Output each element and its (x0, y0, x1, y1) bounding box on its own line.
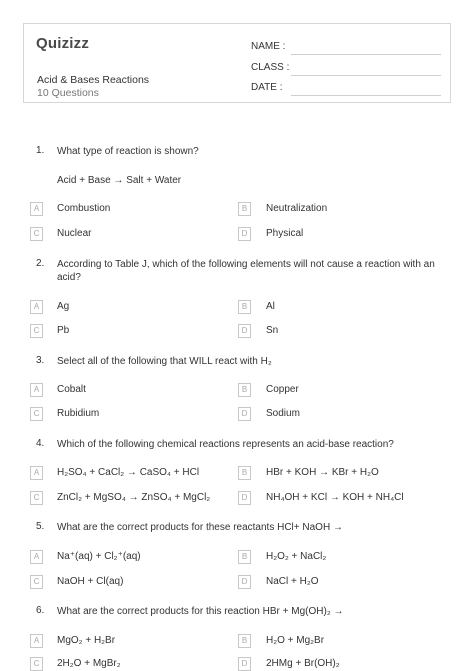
option-letter[interactable]: D (238, 575, 251, 589)
option-letter[interactable]: D (238, 324, 251, 338)
option-text[interactable]: 2H₂O + MgBr₂ (57, 658, 121, 669)
option-letter[interactable]: A (30, 383, 43, 397)
option-letter[interactable]: A (30, 550, 43, 564)
question-text: What type of reaction is shown? (57, 146, 199, 157)
question-number: 4. (36, 438, 45, 449)
question-number: 6. (36, 605, 45, 616)
option-text[interactable]: 2HMg + Br(OH)₂ (266, 658, 340, 669)
option-text[interactable]: Na⁺(aq) + Cl₂⁺(aq) (57, 551, 141, 562)
option-letter[interactable]: C (30, 575, 43, 589)
quizizz-logo: Quizizz (36, 35, 90, 52)
option-text[interactable]: NaCl + H₂O (266, 576, 319, 587)
date-field[interactable] (251, 82, 441, 96)
question-text: According to Table J, which of the following elements will not cause a reaction with an acid? (57, 259, 435, 283)
option-text[interactable]: Physical (266, 228, 304, 239)
option-text[interactable]: Ag (57, 301, 70, 312)
worksheet-title: Acid & Bases Reactions (37, 74, 150, 86)
option-text[interactable]: NH₄OH + KCl → KOH + NH₄Cl (266, 492, 404, 503)
option-text[interactable]: H₂O + Mg₂Br (266, 635, 325, 646)
option-text[interactable]: Pb (57, 325, 70, 336)
option-letter[interactable]: B (238, 383, 251, 397)
question-number: 3. (36, 355, 45, 366)
class-line (291, 75, 441, 76)
option-text[interactable]: Rubidium (57, 408, 100, 419)
option-letter[interactable]: B (238, 300, 251, 314)
option-letter[interactable]: B (238, 202, 251, 216)
question-text: What are the correct products for these reactants HCl+ NaOH → (57, 522, 343, 533)
question-text: Select all of the following that WILL react with H₂ (57, 356, 272, 367)
question-number: 1. (36, 145, 45, 156)
option-text[interactable]: HBr + KOH → KBr + H₂O (266, 467, 379, 478)
question-subtext: Acid + Base → Salt + Water (57, 175, 182, 186)
worksheet-header (23, 23, 451, 103)
option-text[interactable]: Sn (266, 325, 279, 336)
option-letter[interactable]: C (30, 491, 43, 505)
option-text[interactable]: Copper (266, 384, 299, 395)
date-line (291, 95, 441, 96)
question-count: 10 Questions (37, 87, 99, 99)
question-number: 5. (36, 521, 45, 532)
option-letter[interactable]: B (238, 550, 251, 564)
option-text[interactable]: Combustion (57, 203, 111, 214)
option-text[interactable]: Neutralization (266, 203, 328, 214)
name-label: NAME : (251, 41, 286, 52)
option-text[interactable]: H₂O₂ + NaCl₂ (266, 551, 327, 562)
option-letter[interactable]: A (30, 202, 43, 216)
option-letter[interactable]: C (30, 227, 43, 241)
option-text[interactable]: NaOH + Cl(aq) (57, 576, 124, 587)
option-letter[interactable]: A (30, 634, 43, 648)
class-label: CLASS : (251, 62, 290, 73)
option-letter[interactable]: A (30, 300, 43, 314)
option-text[interactable]: Nuclear (57, 228, 92, 239)
option-letter[interactable]: B (238, 634, 251, 648)
option-letter[interactable]: C (30, 324, 43, 338)
option-text[interactable]: MgO₂ + H₂Br (57, 635, 116, 646)
question-number: 2. (36, 258, 45, 269)
name-field[interactable] (251, 41, 441, 55)
option-letter[interactable]: C (30, 657, 43, 671)
question-text: What are the correct products for this reaction HBr + Mg(OH)₂ → (57, 606, 344, 617)
option-text[interactable]: Cobalt (57, 384, 86, 395)
option-text[interactable]: Sodium (266, 408, 300, 419)
option-text[interactable]: H₂SO₄ + CaCl₂ → CaSO₄ + HCl (57, 467, 200, 478)
option-letter[interactable]: D (238, 227, 251, 241)
option-letter[interactable]: C (30, 407, 43, 421)
option-letter[interactable]: D (238, 657, 251, 671)
date-label: DATE : (251, 82, 283, 93)
option-letter[interactable]: A (30, 466, 43, 480)
question-text: Which of the following chemical reactions represents an acid-base reaction? (57, 439, 394, 450)
option-letter[interactable]: D (238, 491, 251, 505)
name-line (291, 54, 441, 55)
option-text[interactable]: Al (266, 301, 275, 312)
option-letter[interactable]: D (238, 407, 251, 421)
option-text[interactable]: ZnCl₂ + MgSO₄ → ZnSO₄ + MgCl₂ (57, 492, 211, 503)
option-letter[interactable]: B (238, 466, 251, 480)
class-field[interactable] (251, 62, 441, 76)
